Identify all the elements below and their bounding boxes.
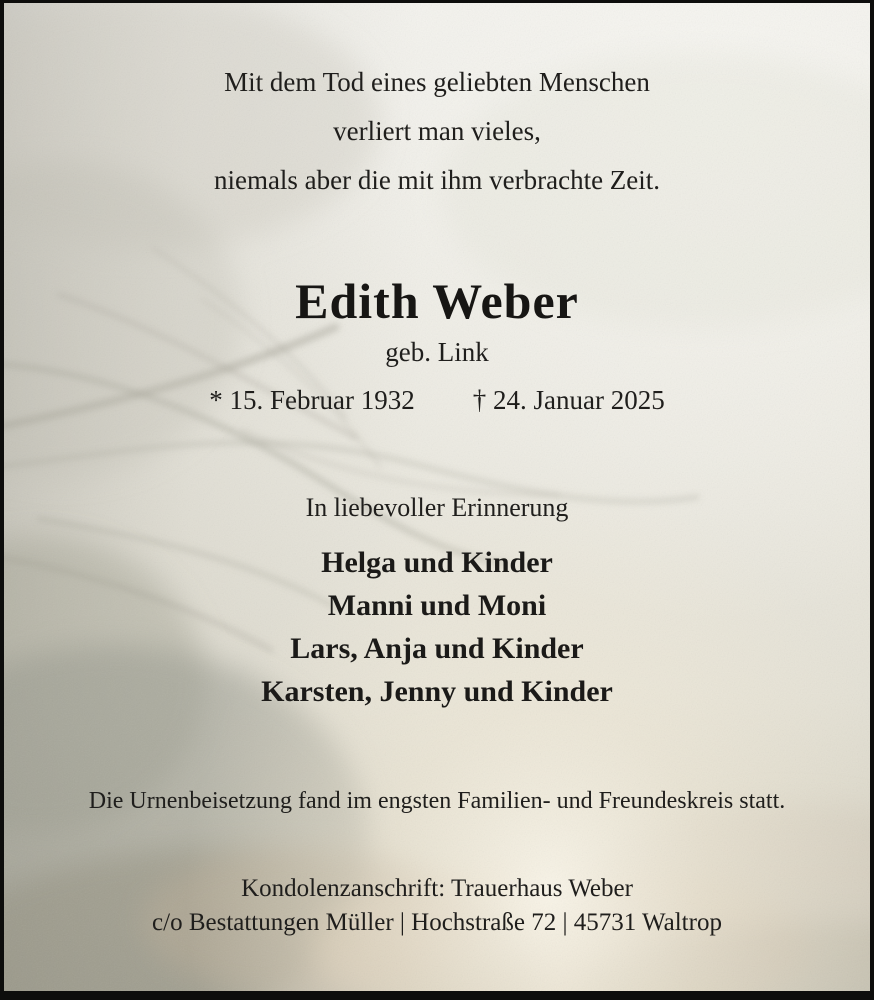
- life-dates: [4, 385, 870, 416]
- condolence-line-2: c/o Bestattungen Müller | Hochstraße 72 | 45731 Waltrop: [152, 909, 722, 936]
- verse-line-1: Mit dem Tod eines geliebten Menschen: [224, 67, 650, 97]
- birth-date: * 15. Februar 1932: [209, 385, 415, 415]
- remembrance-line: In liebevoller Erinnerung: [305, 493, 569, 522]
- verse-line-3: niemals aber die mit ihm verbrachte Zeit.: [213, 165, 661, 195]
- deceased-name: Edith Weber: [295, 273, 579, 329]
- mourner-line-3: Lars, Anja und Kinder: [290, 632, 584, 665]
- mourner-line-4: Karsten, Jenny und Kinder: [261, 675, 613, 708]
- maiden-name: geb. Link: [385, 337, 489, 367]
- condolence-address: [4, 872, 870, 940]
- condolence-line-1: Kondolenzanschrift: Trauerhaus Weber: [241, 875, 633, 902]
- opening-verse: [4, 58, 870, 205]
- mourner-line-1: Helga und Kinder: [321, 546, 553, 579]
- verse-line-2: verliert man vieles,: [333, 116, 541, 146]
- mourner-line-2: Manni und Moni: [327, 589, 547, 622]
- notice-text-layer: [4, 3, 870, 991]
- mourners-list: [4, 541, 870, 713]
- burial-note: Die Urnenbeisetzung fand im engsten Familien- und Freundeskreis statt.: [88, 788, 786, 814]
- death-date: † 24. Januar 2025: [472, 385, 665, 415]
